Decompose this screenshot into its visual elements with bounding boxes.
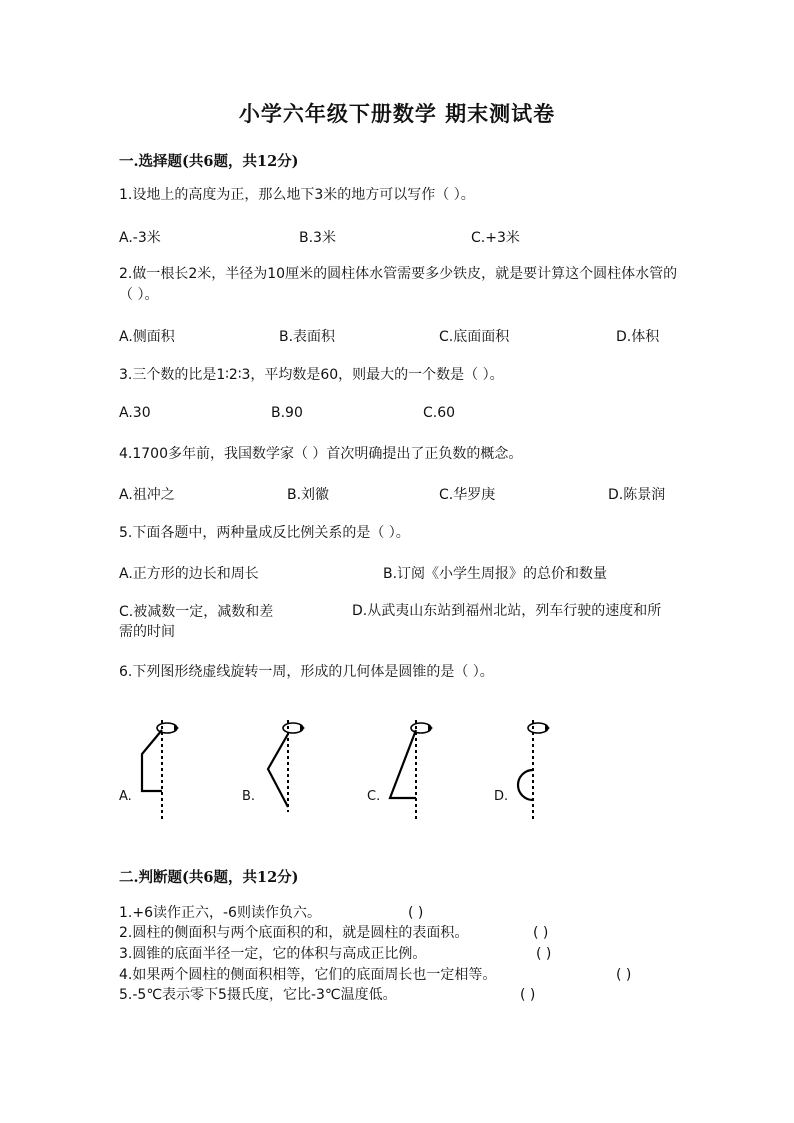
q4-option-b[interactable]: B.刘徽 [287,487,330,503]
question-1: 1.设地上的高度为正，那么地下3米的地方可以写作（ ）。 [119,187,475,203]
q6-figure-c[interactable] [386,712,436,822]
judge-item-4-blank[interactable]: ( ) [616,967,632,983]
q4-option-c[interactable]: C.华罗庚 [439,487,496,503]
judge-item-2-blank[interactable]: ( ) [533,925,549,941]
judge-item-1-blank[interactable]: ( ) [408,905,424,921]
q6-figure-label-d[interactable]: D. [494,789,509,804]
q2-option-a[interactable]: A.侧面积 [119,329,175,345]
q5-option-b[interactable]: B.订阅《小学生周报》的总价和数量 [383,566,608,582]
q6-figure-a[interactable] [134,712,184,822]
section-heading-judge: 二.判断题(共6题，共12分) [119,869,299,886]
judge-item-3-blank[interactable]: ( ) [536,946,552,962]
q5-option-a[interactable]: A.正方形的边长和周长 [119,566,259,582]
q3-option-b[interactable]: B.90 [271,405,303,421]
q2-option-b[interactable]: B.表面积 [279,329,336,345]
shape-outline [142,730,162,791]
q6-figure-d[interactable] [508,712,558,822]
question-3: 3.三个数的比是1∶2∶3，平均数是60，则最大的一个数是（ ）。 [119,367,504,383]
q4-option-d[interactable]: D.陈景润 [608,487,666,503]
judge-item-3: 3.圆锥的底面半径一定，它的体积与高成正比例。 [119,946,427,962]
question-6: 6.下列图形绕虚线旋转一周，形成的几何体是圆锥的是（ ）。 [119,664,494,680]
q3-option-c[interactable]: C.60 [423,405,456,421]
question-2: 2.做一根长2米，半径为10厘米的圆柱体水管需要多少铁皮，就是要计算这个圆柱体水管的（ ）。 [119,266,678,303]
shape-outline [390,730,416,798]
question-4: 4.1700多年前，我国数学家（ ）首次明确提出了正负数的概念。 [119,446,523,462]
page-title: 小学六年级下册数学 期末测试卷 [238,101,556,126]
q4-option-a[interactable]: A.祖冲之 [119,487,175,503]
q1-option-c[interactable]: C.+3米 [471,230,520,246]
judge-item-5-blank[interactable]: ( ) [520,987,536,1003]
judge-item-5: 5.-5℃表示零下5摄氏度，它比-3℃温度低。 [119,987,397,1003]
judge-item-1: 1.+6读作正六，-6则读作负六。 [119,905,321,921]
q6-figure-b[interactable] [262,712,312,822]
q6-figure-label-b[interactable]: B. [242,789,256,804]
q2-option-c[interactable]: C.底面面积 [439,329,510,345]
q1-option-a[interactable]: A.-3米 [119,230,161,246]
q3-option-a[interactable]: A.30 [119,405,151,421]
q6-figure-label-a[interactable]: A. [119,789,132,804]
shape-outline [268,734,288,807]
shape-outline [518,770,533,800]
question-5: 5.下面各题中，两种量成反比例关系的是（ ）。 [119,525,410,541]
q6-figure-label-c[interactable]: C. [367,789,381,804]
judge-item-2: 2.圆柱的侧面积与两个底面积的和，就是圆柱的表面积。 [119,925,469,941]
q1-option-b[interactable]: B.3米 [299,230,336,246]
section-heading-choice: 一.选择题(共6题，共12分) [119,153,299,170]
q5-option-d[interactable]: D.从武夷山东站到福州北站，列车行驶的速度和所需的时间 [119,603,662,640]
q5-option-c[interactable]: C.被减数一定，减数和差 [119,604,274,620]
q2-option-d[interactable]: D.体积 [616,329,660,345]
judge-item-4: 4.如果两个圆柱的侧面积相等，它们的底面周长也一定相等。 [119,967,497,983]
